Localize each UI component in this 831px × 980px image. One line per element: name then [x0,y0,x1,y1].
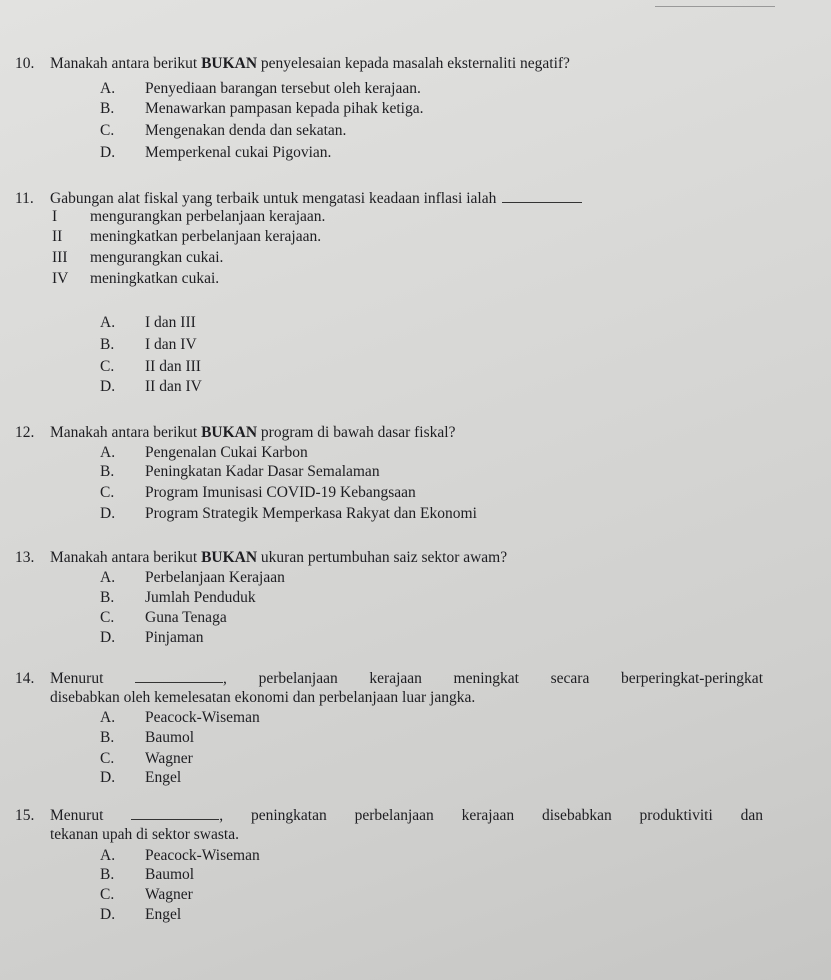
statement-text: meningkatkan perbelanjaan kerajaan. [90,228,322,245]
option-text: Perbelanjaan Kerajaan [145,569,285,586]
option-text: Memperkenal cukai Pigovian. [145,144,332,161]
statement-text: mengurangkan perbelanjaan kerajaan. [90,208,326,225]
question-number: 13. [15,549,35,566]
statement-text: mengurangkan cukai. [90,249,224,266]
option-text: I dan IV [145,336,197,353]
option-text: II dan IV [145,378,202,395]
option-text: II dan III [145,358,201,375]
option-text: Wagner [145,750,193,767]
option-letter: C. [100,886,115,903]
option-letter: C. [100,750,115,767]
option-letter: D. [100,505,116,522]
question-text-pre: Menurut [50,670,104,687]
option-letter: B. [100,866,115,883]
option-letter: A. [100,847,116,864]
option-letter: A. [100,569,116,586]
option-text: Engel [145,906,182,923]
option-letter: B. [100,729,115,746]
statement-text: meningkatkan cukai. [90,270,220,287]
option-letter: B. [100,589,115,606]
option-letter: A. [100,314,116,331]
option-text: Pengenalan Cukai Karbon [145,444,308,461]
option-text: Program Imunisasi COVID-19 Kebangsaan [145,484,416,501]
option-letter: A. [100,444,116,461]
option-letter: C. [100,484,115,501]
question-number: 14. [15,670,35,687]
option-letter: D. [100,906,116,923]
statement-roman: III [52,249,68,266]
question-number: 11. [15,190,34,207]
option-text: Program Strategik Memperkasa Rakyat dan Ekonomi [145,505,477,522]
option-text: Menawarkan pampasan kepada pihak ketiga. [145,100,424,117]
option-text: Jumlah Penduduk [145,589,256,606]
option-letter: C. [100,358,115,375]
question-text: Manakah antara berikut BUKAN ukuran pertumbuhan saiz sektor awam? [50,549,508,566]
answer-blank [502,190,582,203]
statement-roman: II [52,228,63,245]
question-text [50,670,763,688]
option-letter: A. [100,709,116,726]
question-text: Gabungan alat fiskal yang terbaik untuk mengatasi keadaan inflasi ialah [50,190,582,208]
option-text: Wagner [145,886,193,903]
option-letter: C. [100,122,115,139]
answer-blank [131,807,219,820]
option-letter: D. [100,769,116,786]
option-text: Pinjaman [145,629,204,646]
question-number: 10. [15,55,35,72]
question-text: Manakah antara berikut BUKAN program di bawah dasar fiskal? [50,424,456,441]
option-text: I dan III [145,314,196,331]
option-text: Peacock-Wiseman [145,847,260,864]
question-text-post: , perbelanjaan kerajaan meningkat secara berperingkat-peringkat [223,670,763,687]
option-letter: B. [100,463,115,480]
option-text: Engel [145,769,182,786]
question-text: Manakah antara berikut BUKAN penyelesaian kepada masalah eksternaliti negatif? [50,55,570,72]
question-text [50,807,763,825]
question-text-line2: tekanan upah di sektor swasta. [50,826,239,843]
option-text: Baumol [145,866,195,883]
question-number: 15. [15,807,35,824]
option-letter: D. [100,378,116,395]
question-text-line2: disebabkan oleh kemelesatan ekonomi dan perbelanjaan luar jangka. [50,689,476,706]
statement-roman: IV [52,270,69,287]
option-text: Mengenakan denda dan sekatan. [145,122,347,139]
option-letter: D. [100,144,116,161]
option-text: Baumol [145,729,195,746]
option-text: Guna Tenaga [145,609,227,626]
statement-roman: I [52,208,58,225]
question-text-post: , peningkatan perbelanjaan kerajaan disebabkan produktiviti dan [219,807,763,824]
option-letter: C. [100,609,115,626]
option-letter: A. [100,80,116,97]
answer-blank [135,670,223,683]
page-edge-line [655,6,775,7]
option-text: Peningkatan Kadar Dasar Semalaman [145,463,380,480]
option-text: Penyediaan barangan tersebut oleh kerajaan. [145,80,421,97]
option-letter: B. [100,100,115,117]
option-letter: B. [100,336,115,353]
option-text: Peacock-Wiseman [145,709,260,726]
question-text-pre: Menurut [50,807,104,824]
question-number: 12. [15,424,35,441]
option-letter: D. [100,629,116,646]
